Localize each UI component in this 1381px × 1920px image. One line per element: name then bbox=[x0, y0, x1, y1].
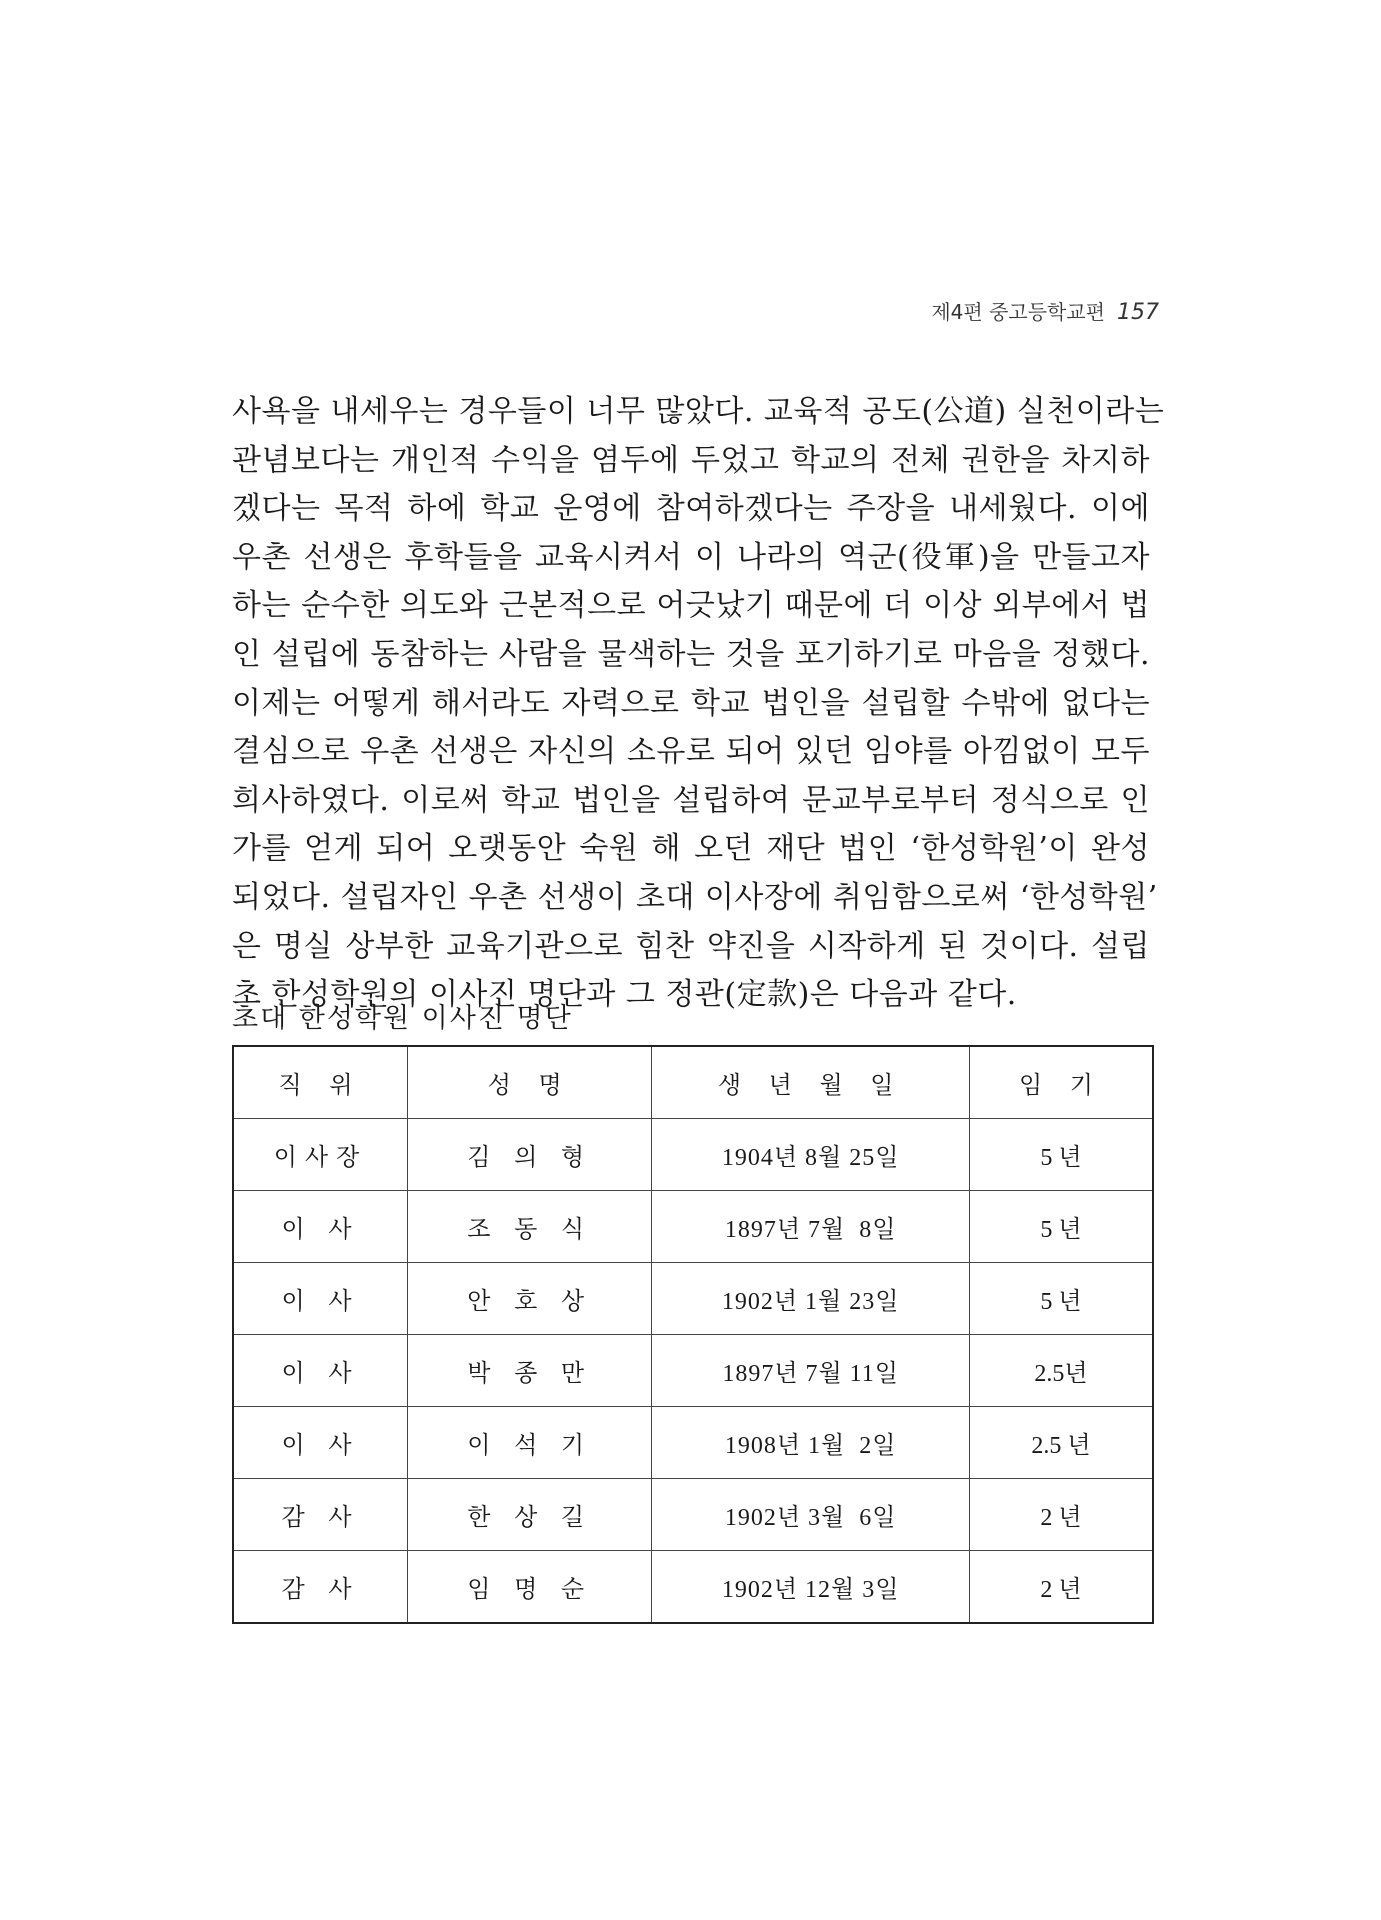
page-number: 157 bbox=[1117, 300, 1159, 325]
cell-position: 이사장 bbox=[233, 1119, 408, 1191]
body-line: 되었다. 설립자인 우촌 선생이 초대 이사장에 취임함으로써 ‘한성학원’ bbox=[232, 879, 1158, 915]
body-line: 가를 얻게 되어 오랫동안 숙원 해 오던 재단 법인 ‘한성학원’이 완성 bbox=[232, 831, 1150, 867]
cell-name: 이 석 기 bbox=[408, 1407, 652, 1479]
cell-term: 2 년 bbox=[969, 1551, 1153, 1624]
cell-term: 2 년 bbox=[969, 1479, 1153, 1551]
cell-birthdate: 1897년 7월 11일 bbox=[652, 1335, 970, 1407]
board-members-table bbox=[232, 1045, 1154, 1624]
cell-name: 한 상 길 bbox=[408, 1479, 652, 1551]
body-line: 희사하였다. 이로써 학교 법인을 설립하여 문교부로부터 정식으로 인 bbox=[232, 782, 1150, 818]
body-line: 은 명실 상부한 교육기관으로 힘찬 약진을 시작하게 된 것이다. 설립 bbox=[232, 928, 1150, 964]
cell-birthdate: 1902년 1월 23일 bbox=[652, 1263, 970, 1335]
cell-position: 감 사 bbox=[233, 1479, 408, 1551]
body-line: 인 설립에 동참하는 사람을 물색하는 것을 포기하기로 마음을 정했다. bbox=[232, 636, 1150, 672]
table-row bbox=[233, 1551, 1153, 1624]
body-line: 결심으로 우촌 선생은 자신의 소유로 되어 있던 임야를 아낌없이 모두 bbox=[232, 734, 1150, 770]
cell-name: 김 의 형 bbox=[408, 1119, 652, 1191]
body-line: 이제는 어떻게 해서라도 자력으로 학교 법인을 설립할 수밖에 없다는 bbox=[232, 685, 1150, 721]
cell-birthdate: 1908년 1월 2일 bbox=[652, 1407, 970, 1479]
cell-position: 이 사 bbox=[233, 1263, 408, 1335]
cell-position: 감 사 bbox=[233, 1551, 408, 1624]
section-title: 제4편 중고등학교편 bbox=[931, 300, 1105, 324]
body-line: 우촌 선생은 후학들을 교육시켜서 이 나라의 역군(役軍)을 만들고자 bbox=[232, 539, 1150, 575]
cell-birthdate: 1902년 12월 3일 bbox=[652, 1551, 970, 1624]
cell-birthdate: 1902년 3월 6일 bbox=[652, 1479, 970, 1551]
cell-name: 안 호 상 bbox=[408, 1263, 652, 1335]
table-row bbox=[233, 1335, 1153, 1407]
cell-term: 5 년 bbox=[969, 1119, 1153, 1191]
cell-term: 5 년 bbox=[969, 1191, 1153, 1263]
header-birthdate: 생 년 월 일 bbox=[652, 1046, 970, 1119]
header-name: 성 명 bbox=[408, 1046, 652, 1119]
table-row bbox=[233, 1263, 1153, 1335]
cell-term: 2.5 년 bbox=[969, 1407, 1153, 1479]
cell-birthdate: 1904년 8월 25일 bbox=[652, 1119, 970, 1191]
body-line: 사욕을 내세우는 경우들이 너무 많았다. 교육적 공도(公道) 실천이라는 bbox=[232, 394, 1165, 429]
cell-name: 조 동 식 bbox=[408, 1191, 652, 1263]
cell-position: 이 사 bbox=[233, 1335, 408, 1407]
table-row bbox=[233, 1191, 1153, 1263]
table-row bbox=[233, 1479, 1153, 1551]
table-header-row bbox=[233, 1046, 1153, 1119]
table-row bbox=[233, 1119, 1153, 1191]
body-line: 겠다는 목적 하에 학교 운영에 참여하겠다는 주장을 내세웠다. 이에 bbox=[232, 491, 1150, 527]
header-term: 임 기 bbox=[969, 1046, 1153, 1119]
cell-name: 임 명 순 bbox=[408, 1551, 652, 1624]
table-row bbox=[233, 1407, 1153, 1479]
body-line: 하는 순수한 의도와 근본적으로 어긋났기 때문에 더 이상 외부에서 법 bbox=[232, 588, 1150, 624]
cell-birthdate: 1897년 7월 8일 bbox=[652, 1191, 970, 1263]
body-line: 초 한성학원의 이사진 명단과 그 정관(定款)은 다음과 같다. bbox=[232, 977, 1017, 1013]
table-caption: 초대 한성학원 이사진 명단 bbox=[232, 1003, 573, 1034]
body-line: 관념보다는 개인적 수익을 염두에 두었고 학교의 전체 권한을 차지하 bbox=[232, 442, 1150, 478]
cell-position: 이 사 bbox=[233, 1407, 408, 1479]
cell-term: 2.5년 bbox=[969, 1335, 1153, 1407]
running-header bbox=[931, 296, 1159, 325]
header-position: 직 위 bbox=[233, 1046, 408, 1119]
cell-term: 5 년 bbox=[969, 1263, 1153, 1335]
cell-name: 박 종 만 bbox=[408, 1335, 652, 1407]
body-paragraph bbox=[232, 388, 1165, 1020]
cell-position: 이 사 bbox=[233, 1191, 408, 1263]
